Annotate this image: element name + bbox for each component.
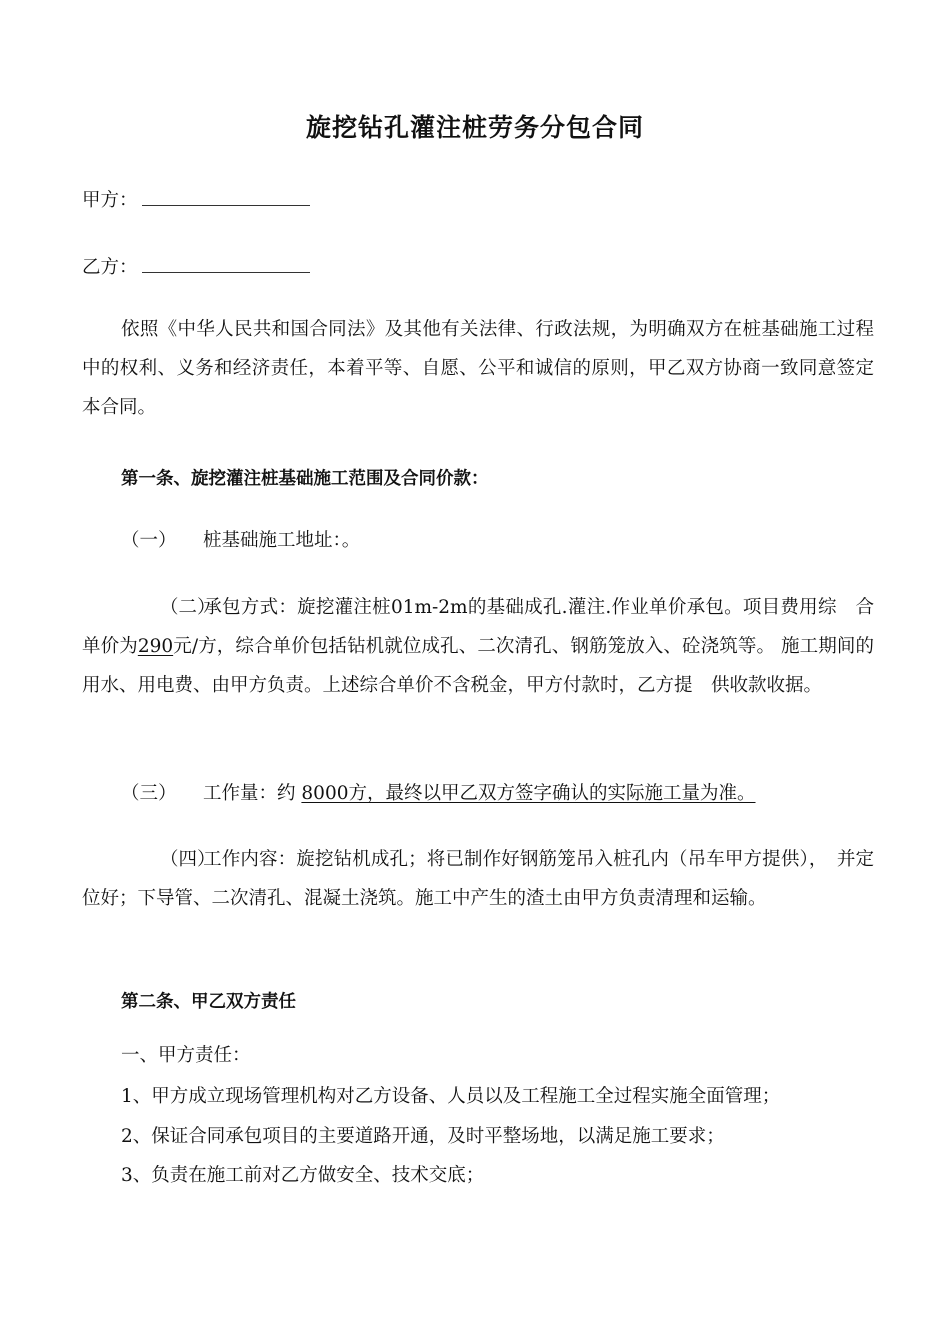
item2-number: （二） — [160, 597, 216, 618]
party-b-line — [82, 248, 872, 287]
item2-text-b: 元/方，综合单价包括钻机就位成孔、二次清孔、钢筋笼放入、砼浇筑等。 施工期间的用水、用电费、由甲方负责。上述综合单价不含税金，甲方付款时，乙方提 供收款收据。 — [82, 636, 874, 696]
item1-text: 桩基础施工地址：。 — [203, 530, 361, 551]
article1-item2 — [82, 588, 874, 705]
party-a-duty-item: 1、甲方成立现场管理机构对乙方设备、人员以及工程施工全过程实施全面管理； — [121, 1086, 781, 1107]
article1-item1 — [121, 521, 911, 560]
item3-number: （三） — [121, 783, 177, 804]
item2-price: 290 — [137, 636, 174, 657]
party-a-label: 甲方： — [82, 190, 138, 211]
party-a-blank — [142, 183, 310, 206]
contract-title: 旋挖钻孔灌注桩劳务分包合同 — [305, 113, 644, 142]
party-a-line — [82, 181, 872, 220]
party-a-duties-heading: 一、甲方责任： — [121, 1045, 251, 1066]
article1-heading: 第一条、旋挖灌注桩基础施工范围及合同价款： — [121, 469, 489, 489]
item4-text: 工作内容：旋挖钻机成孔；将已制作好钢筋笼吊入桩孔内（吊车甲方提供）， 并定位好；下导管、二次清孔、混凝土浇筑。施工中产生的渣土由甲方负责清理和运输。 — [82, 849, 874, 909]
item2-text-a: 承包方式：旋挖灌注桩01m-2m的基础成孔.灌注.作业单价承包。项目费用综 合单价为 — [82, 597, 874, 657]
intro-paragraph: 依照《中华人民共和国合同法》及其他有关法律、行政法规，为明确双方在桩基础施工过程中的权利、义务和经济责任，本着平等、自愿、公平和诚信的原则，甲乙双方协商一致同意签定本合同。 — [82, 319, 874, 418]
party-a-duty-item: 2、保证合同承包项目的主要道路开通，及时平整场地，以满足施工要求； — [121, 1126, 725, 1147]
party-a-duty-item: 3、负责在施工前对乙方做安全、技术交底； — [121, 1165, 485, 1186]
item1-number: （一） — [121, 530, 177, 551]
item3-quantity: 8000 — [301, 783, 349, 804]
article1-item3 — [121, 774, 911, 813]
item3-text-a: 工作量：约 — [203, 783, 296, 804]
party-b-blank — [142, 250, 310, 273]
article1-item4 — [82, 840, 874, 918]
item4-number: （四） — [160, 849, 216, 870]
item3-text-b: 方，最终以甲乙双方签字确认的实际施工量为准。 — [348, 783, 756, 804]
party-b-label: 乙方： — [82, 257, 138, 278]
article2-heading: 第二条、甲乙双方责任 — [121, 992, 296, 1012]
